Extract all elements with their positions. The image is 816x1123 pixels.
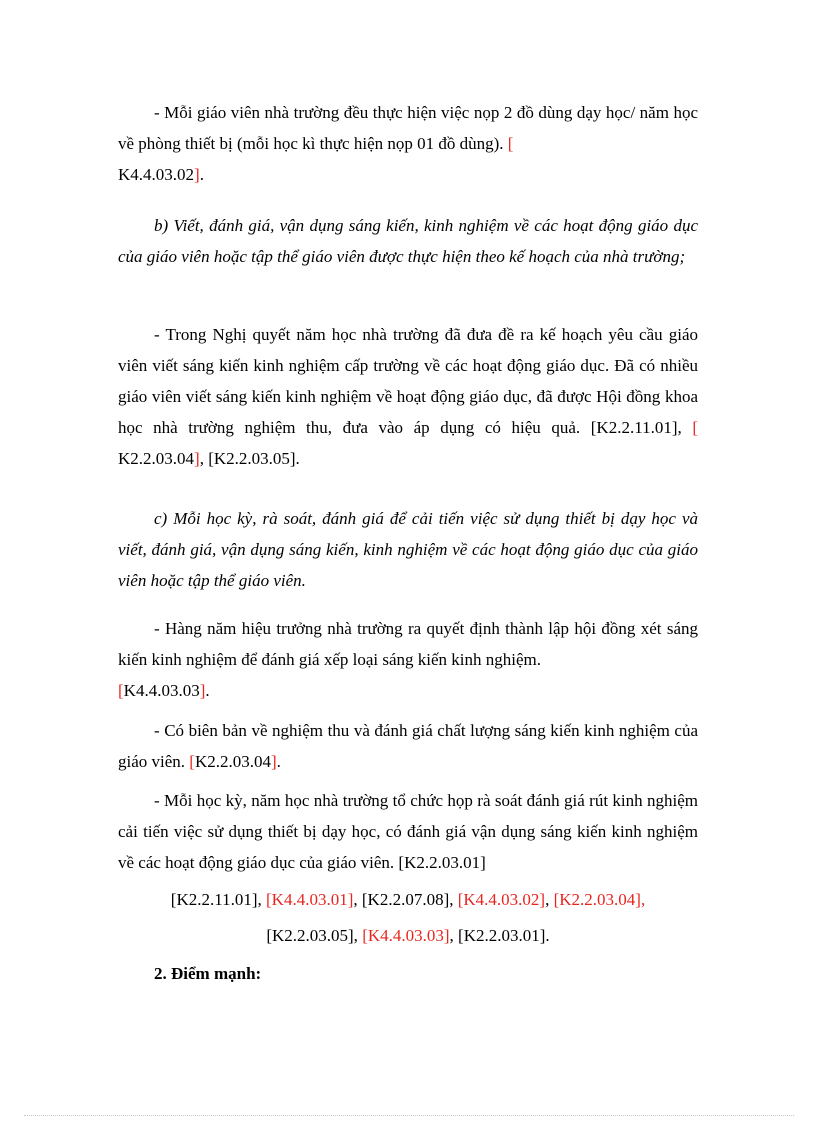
separator: , [545, 890, 554, 909]
paragraph-text: - Có biên bản về nghiệm thu và đánh giá chất lượng sáng kiến kinh nghiệm của giáo viên. [118, 721, 698, 771]
period: . [276, 752, 281, 771]
evidence-code: [K2.2.03.01] [398, 853, 486, 872]
evidence-code: , [K2.2.03.05]. [199, 449, 300, 468]
criterion-b-heading: b) Viết, đánh giá, vận dụng sáng kiến, kinh nghiệm về các hoạt động giáo dục của giáo viên hoặc tập thể giáo viên được thực hiện theo kế hoạch của nhà trường; [118, 216, 698, 266]
paragraph-text: - Mỗi giáo viên nhà trường đều thực hiện việc nọp 2 đồ dùng dạy học/ năm học về phòng thiết bị (mỗi học kì thực hiện nọp 01 đồ dùng). [118, 103, 698, 153]
paragraph-resolution [118, 319, 698, 474]
red-close-bracket: ] [194, 449, 200, 468]
evidence-code: K4.4.03.02 [118, 165, 195, 184]
evidence-references-line-1 [118, 884, 698, 915]
red-open-bracket: [ [692, 418, 699, 437]
red-close-bracket: ] [199, 681, 206, 700]
evidence-code: , [K2.2.03.01]. [449, 926, 550, 945]
evidence-code: [K2.2.11.01], [590, 418, 693, 437]
evidence-code: [K2.2.03.05], [266, 926, 363, 945]
paragraph-text: - Mỗi học kỳ, năm học nhà trường tổ chức họp rà soát đánh giá rút kinh nghiệm cải tiến việc sử dụng thiết bị dạy học, có đánh giá vận dụng sáng kiến kinh nghiệm về các hoạt động giáo dục của giáo viên. [118, 791, 698, 872]
paragraph-text: - Hàng năm hiệu trưởng nhà trường ra quyết định thành lập hội đồng xét sáng kiến kinh nghiệm để đánh giá xếp loại sáng kiến kinh nghiệm. [118, 619, 698, 669]
red-open-bracket: [ [118, 681, 124, 700]
evidence-code: K2.2.03.04 [118, 449, 195, 468]
red-close-bracket: ] [271, 752, 277, 771]
evidence-references-line-2 [118, 920, 698, 951]
evidence-code: K2.2.03.04 [194, 752, 271, 771]
paragraph-equipment-submission [118, 97, 698, 190]
evidence-code-red: [K2.2.03.04] [553, 890, 641, 909]
red-close-bracket: ] [194, 165, 200, 184]
paragraph-acceptance-minutes [118, 715, 698, 777]
section-heading-strengths: 2. Điểm mạnh: [154, 964, 262, 983]
paragraph-text: - Trong Nghị quyết năm học nhà trường đã đưa đề ra kế hoạch yêu cầu giáo viên viết sáng kiến kinh nghiệm cấp trường về các hoạt động giáo dục. Đã có nhiều giáo viên viết sáng kiến kinh nghiệm về hoạt động giáo dục, đã được Hội đồng khoa học nhà trường nghiệm thu, đưa vào áp dụng có hiệu quả. [118, 325, 698, 437]
separator-red: , [640, 890, 646, 909]
evidence-code: K4.4.03.03 [123, 681, 200, 700]
period: . [205, 681, 210, 700]
red-open-bracket: [ [507, 134, 514, 153]
paragraph-semester-review [118, 785, 698, 878]
criterion-c-heading: c) Mỗi học kỳ, rà soát, đánh giá để cải tiến việc sử dụng thiết bị dạy học và viết, đánh giá, vận dụng sáng kiến, kinh nghiệm về các hoạt động giáo dục của giáo viên hoặc tập thể giáo viên. [118, 509, 698, 590]
period: . [199, 165, 204, 184]
paragraph-annual-council [118, 613, 698, 706]
evidence-code: [K2.2.11.01], [170, 890, 267, 909]
evidence-code: , [K2.2.07.08], [353, 890, 458, 909]
red-open-bracket: [ [189, 752, 195, 771]
evidence-code-red: [K4.4.03.01] [266, 890, 354, 909]
evidence-code-red: [K4.4.03.02] [457, 890, 546, 909]
evidence-code-red: [K4.4.03.03] [362, 926, 450, 945]
page-bottom-dotted-rule [24, 1115, 794, 1116]
